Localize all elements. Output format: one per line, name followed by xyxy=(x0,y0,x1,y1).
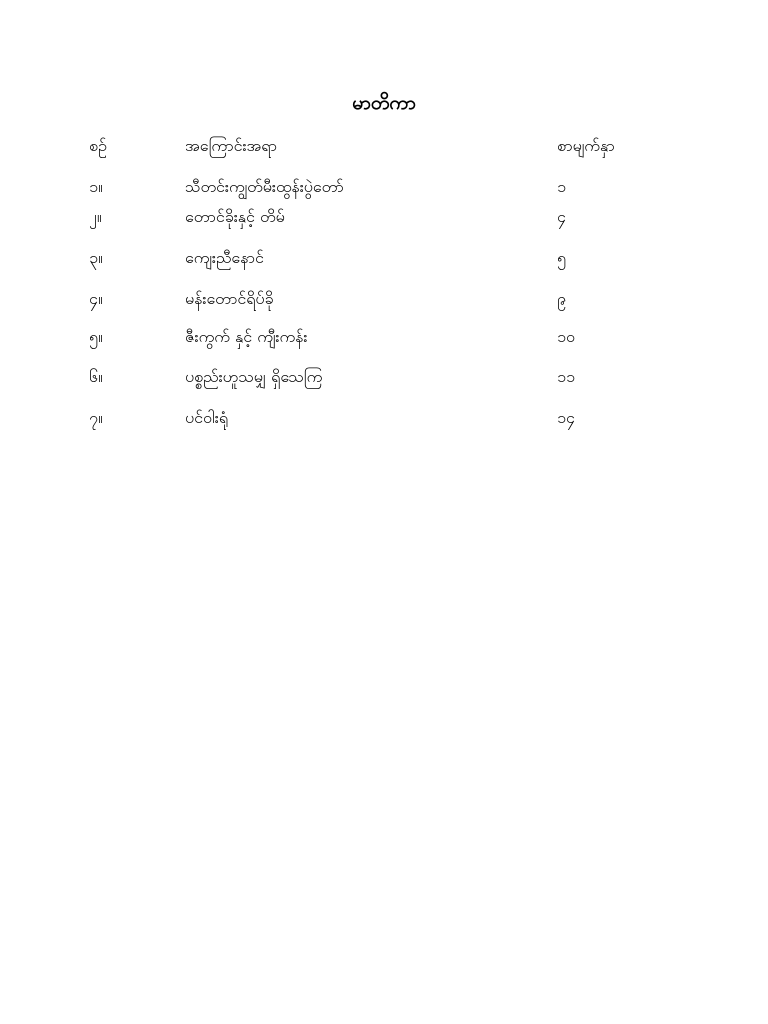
entry-page: ၁၄ xyxy=(557,408,575,427)
entry-topic: ကျေးညီနောင် xyxy=(185,248,264,267)
entry-page: ၅ xyxy=(557,248,566,267)
toc-row xyxy=(0,202,768,232)
toc-row xyxy=(0,403,768,433)
header-number: စဥ် xyxy=(89,136,107,155)
entry-number: ၅။ xyxy=(89,327,103,346)
entry-topic: ပင်ဝါးရုံ xyxy=(185,408,228,427)
toc-header-row xyxy=(0,131,768,161)
entry-number: ၇။ xyxy=(89,408,103,427)
entry-page: ၁၀ xyxy=(557,327,575,346)
entry-topic: ပစ္စည်းဟူသမျှ ရှိသေကြ xyxy=(185,367,323,386)
entry-number: ၁။ xyxy=(89,177,103,196)
toc-row xyxy=(0,322,768,352)
entry-topic: သီတင်းကျွတ်မီးထွန်းပွဲတော် xyxy=(185,177,344,196)
toc-row xyxy=(0,362,768,392)
entry-number: ၃။ xyxy=(89,248,103,267)
entry-page: ၁ xyxy=(557,177,566,196)
entry-page: ၁၁ xyxy=(557,367,575,386)
header-topic: အကြောင်းအရာ xyxy=(185,136,277,155)
entry-number: ၆။ xyxy=(89,367,103,386)
entry-page: ၄ xyxy=(557,207,566,226)
toc-row xyxy=(0,243,768,273)
page-title: မာတိကာ xyxy=(352,92,416,114)
entry-topic: တောင်ခိုးနှင့် တိမ် xyxy=(185,207,285,226)
entry-page: ၉ xyxy=(557,289,566,308)
toc-row xyxy=(0,284,768,314)
entry-number: ၂။ xyxy=(89,207,102,226)
entry-topic: ဇီးကွက် နှင့် ကျီးကန်း xyxy=(185,327,308,346)
header-page: စာမျက်နှာ xyxy=(557,136,615,155)
entry-number: ၄။ xyxy=(89,289,103,308)
toc-row xyxy=(0,172,768,202)
entry-topic: မန်းတောင်ရိပ်ခို xyxy=(185,289,274,308)
